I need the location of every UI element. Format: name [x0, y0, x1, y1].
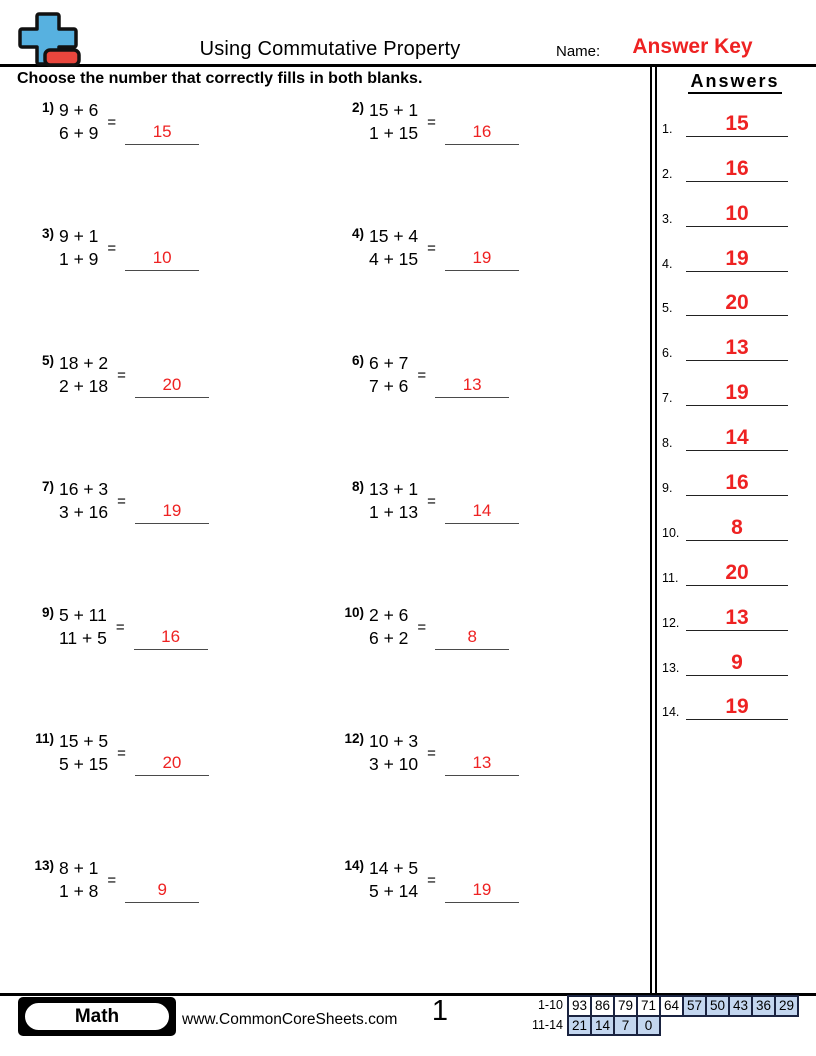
answer-blank: 13: [445, 751, 519, 776]
answer-line: 8: [686, 516, 788, 541]
answer-line: 20: [686, 561, 788, 586]
answer-blank: 19: [445, 246, 519, 271]
answer-line: 16: [686, 471, 788, 496]
answer-row: [658, 541, 810, 586]
subject-badge-label: Math: [23, 1001, 171, 1032]
expression-top: 6 + 7: [369, 352, 409, 373]
problem-item: [334, 604, 644, 730]
expression-bottom: 4 + 15: [369, 249, 419, 270]
expression-bottom: 2 + 18: [59, 375, 109, 396]
expression-top: 8 + 1: [59, 857, 99, 878]
problem-number: 5): [41, 352, 54, 368]
expression-bottom: 1 + 8: [59, 880, 99, 901]
score-cell: 29: [774, 995, 799, 1017]
answer-number: 4.: [662, 256, 673, 271]
expression-top: 5 + 11: [59, 605, 107, 626]
expression-top: 16 + 3: [59, 478, 109, 499]
answer-line: 13: [686, 606, 788, 631]
expression-pair: [59, 99, 98, 145]
answer-number: 7.: [662, 391, 673, 406]
answer-blank: 14: [445, 499, 519, 524]
answers-heading: [660, 71, 810, 92]
answer-row: [658, 496, 810, 541]
answer-row: [658, 676, 810, 721]
equals-sign: =: [117, 745, 126, 763]
expression-pair: [369, 99, 418, 145]
expression-top: 14 + 5: [369, 857, 419, 878]
expression-top: 15 + 5: [59, 731, 109, 752]
commoncoresheets-logo: [18, 12, 82, 73]
expression-pair: [369, 730, 418, 776]
expression-pair: [59, 352, 108, 398]
answer-blank: 13: [435, 373, 509, 398]
equals-sign: =: [117, 492, 126, 510]
problems-grid: [24, 99, 644, 983]
score-row-1: [521, 995, 799, 1017]
answer-number: 3.: [662, 211, 673, 226]
answer-number: 8.: [662, 436, 673, 451]
equals-sign: =: [115, 619, 125, 637]
problem-number: 3): [41, 226, 54, 242]
expression-bottom: 6 + 2: [369, 628, 409, 649]
instruction-text: Choose the number that correctly fills in both blanks.: [17, 70, 423, 87]
answer-number: 14.: [662, 705, 680, 720]
answer-row: [658, 316, 810, 361]
equals-sign: =: [107, 240, 117, 258]
expression-top: 9 + 1: [59, 226, 99, 247]
problem-number: 7): [41, 478, 54, 494]
expression-bottom: 5 + 14: [369, 880, 419, 901]
answer-number: 5.: [662, 301, 673, 316]
header-divider: [0, 64, 816, 67]
problem-number: 12): [344, 731, 364, 747]
answer-row: [658, 182, 810, 227]
problem-number: 10): [344, 605, 364, 621]
answer-blank: 19: [445, 878, 519, 903]
expression-pair: [369, 478, 418, 524]
page-title: Using Commutative Property: [199, 38, 461, 60]
expression-bottom: 1 + 15: [369, 123, 419, 143]
problem-item: [24, 99, 334, 225]
answer-line: 9: [686, 651, 788, 676]
score-cell: 50: [705, 995, 730, 1017]
problem-item: [334, 99, 644, 225]
answer-row: [658, 406, 810, 451]
answers-column-divider: [650, 67, 657, 993]
answer-blank: 10: [125, 246, 199, 271]
expression-pair: [369, 857, 418, 903]
expression-pair: [59, 478, 108, 524]
equals-sign: =: [417, 366, 427, 384]
expression-top: 15 + 1: [369, 100, 419, 120]
problem-number: 8): [351, 478, 364, 494]
problem-item: [334, 478, 644, 604]
expression-top: 18 + 2: [59, 352, 109, 373]
answer-row: [658, 92, 810, 137]
expression-top: 13 + 1: [369, 478, 419, 499]
score-table: [521, 995, 799, 1036]
problem-number: 2): [351, 100, 364, 115]
problem-item: [334, 730, 644, 856]
score-cell: 93: [567, 995, 592, 1017]
score-row-2-cells: [567, 1015, 661, 1037]
expression-top: 10 + 3: [369, 731, 419, 752]
expression-pair: [59, 857, 98, 903]
answer-row: [658, 586, 810, 631]
score-cell: 36: [751, 995, 776, 1017]
score-cell: 64: [659, 995, 684, 1017]
expression-bottom: 11 + 5: [59, 628, 107, 649]
answer-blank: 16: [134, 625, 208, 650]
answer-line: 14: [686, 426, 788, 451]
answer-number: 6.: [662, 346, 673, 361]
answers-heading-text: Answers: [688, 71, 781, 94]
equals-sign: =: [107, 114, 117, 131]
answer-number: 13.: [662, 660, 680, 675]
answer-line: 15: [686, 112, 788, 137]
answer-row: [658, 361, 810, 406]
answer-row: [658, 272, 810, 317]
answer-line: 10: [686, 202, 788, 227]
expression-bottom: 6 + 9: [59, 123, 99, 143]
answer-line: 16: [686, 157, 788, 182]
answer-row: [658, 227, 810, 272]
expression-pair: [59, 225, 98, 271]
answer-blank: 20: [135, 751, 209, 776]
problem-item: [24, 857, 334, 983]
problem-item: [334, 352, 644, 478]
problem-number: 6): [351, 352, 364, 368]
score-row-2: [521, 1015, 799, 1037]
expression-pair: [59, 604, 107, 650]
score-cell: 86: [590, 995, 615, 1017]
problem-item: [24, 352, 334, 478]
answer-blank: 8: [435, 625, 509, 650]
score-cell: 7: [613, 1015, 638, 1037]
problem-number: 9): [41, 605, 54, 621]
equals-sign: =: [107, 871, 117, 889]
answer-line: 19: [686, 381, 788, 406]
problem-item: [24, 478, 334, 604]
score-cell: 71: [636, 995, 661, 1017]
answer-blank: 9: [125, 878, 199, 903]
expression-pair: [59, 730, 108, 776]
problem-item: [24, 730, 334, 856]
problem-item: [24, 225, 334, 351]
expression-bottom: 5 + 15: [59, 754, 109, 775]
score-cell: 57: [682, 995, 707, 1017]
problem-item: [24, 604, 334, 730]
answer-row: [658, 137, 810, 182]
answer-line: 20: [686, 291, 788, 316]
answer-number: 9.: [662, 481, 673, 496]
score-cell: 0: [636, 1015, 661, 1037]
expression-bottom: 3 + 16: [59, 501, 109, 522]
answers-list: [658, 92, 810, 720]
page-number: 1: [431, 995, 449, 1027]
score-row-1-label: 1-10: [537, 998, 563, 1012]
answer-line: 19: [686, 247, 788, 272]
subject-badge: [18, 997, 176, 1036]
plus-minus-icon: [18, 12, 82, 68]
answer-blank: 20: [135, 373, 209, 398]
score-cell: 21: [567, 1015, 592, 1037]
website-url: www.CommonCoreSheets.com: [182, 1011, 398, 1028]
problem-number: 14): [344, 857, 364, 873]
answer-blank: 16: [445, 120, 519, 145]
equals-sign: =: [117, 366, 126, 384]
expression-pair: [369, 352, 408, 398]
answer-row: [658, 451, 810, 496]
problem-number: 1): [41, 100, 54, 115]
problem-item: [334, 857, 644, 983]
answer-number: 2.: [662, 166, 673, 181]
answer-number: 11.: [662, 570, 679, 585]
equals-sign: =: [427, 240, 436, 258]
equals-sign: =: [417, 619, 427, 637]
expression-top: 9 + 6: [59, 100, 99, 120]
expression-pair: [369, 604, 408, 650]
score-cell: 14: [590, 1015, 615, 1037]
problem-number: 4): [351, 226, 364, 242]
equals-sign: =: [427, 492, 436, 510]
problem-number: 13): [34, 857, 54, 873]
problem-number: 11): [35, 731, 54, 747]
score-cell: 43: [728, 995, 753, 1017]
equals-sign: =: [427, 871, 436, 889]
score-row-1-cells: [567, 995, 799, 1017]
expression-bottom: 3 + 10: [369, 754, 419, 775]
answer-number: 10.: [662, 525, 680, 540]
answer-number: 12.: [662, 615, 680, 630]
answer-line: 19: [686, 695, 788, 720]
expression-bottom: 1 + 9: [59, 249, 99, 270]
answer-blank: 15: [125, 120, 199, 145]
expression-pair: [369, 225, 418, 271]
expression-bottom: 7 + 6: [369, 375, 409, 396]
expression-top: 2 + 6: [369, 605, 409, 626]
name-value-answer-key: Answer Key: [632, 35, 753, 58]
answer-line: 13: [686, 336, 788, 361]
expression-bottom: 1 + 13: [369, 501, 419, 522]
score-row-2-label: 11-14: [531, 1017, 563, 1032]
problem-item: [334, 225, 644, 351]
answer-row: [658, 631, 810, 676]
score-cell: 79: [613, 995, 638, 1017]
expression-top: 15 + 4: [369, 226, 419, 247]
name-label: Name:: [556, 43, 601, 60]
equals-sign: =: [427, 745, 436, 763]
equals-sign: =: [427, 114, 436, 131]
answer-number: 1.: [662, 121, 673, 136]
answer-blank: 19: [135, 499, 209, 524]
